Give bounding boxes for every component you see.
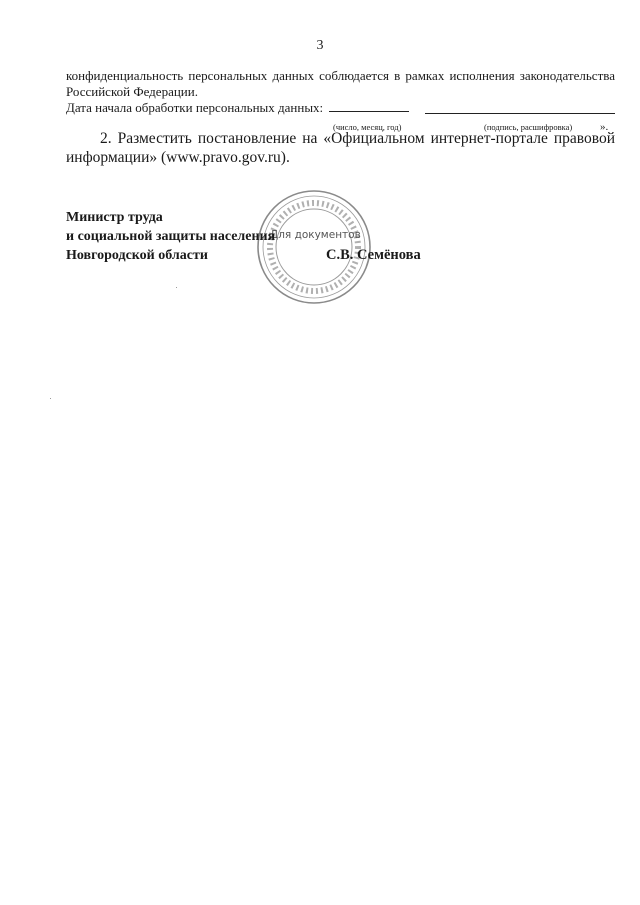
signatory-title-line2: и социальной защиты населения [66, 229, 276, 244]
paragraph2 [66, 129, 615, 167]
page-number: 3 [316, 38, 324, 53]
scan-speck [50, 398, 51, 399]
processing-start-date-label: Дата начала обработки персональных данных: [66, 100, 324, 115]
date-blank-line [329, 100, 409, 112]
paragraph2-line1: 2. Разместить постановление на «Официальном интернет-портале правовой [100, 130, 615, 147]
signature-block [66, 208, 275, 265]
signature-caption: (подпись, расшифровка) [484, 122, 573, 132]
paragraph1-line1: конфиденциальность персональных данных соблюдается в рамках исполнения законодательства [66, 68, 615, 83]
signatory-title-line1: Министр труда [66, 210, 163, 225]
signer-name: С.В. Семёнова [326, 247, 421, 263]
closing-quote: ». [600, 121, 609, 133]
paragraph2-line2: информации» (www.pravo.gov.ru). [66, 149, 290, 166]
signatory-title-line3: Новгородской области [66, 248, 208, 263]
scan-speck [176, 287, 177, 288]
signature-blank-line [425, 113, 615, 114]
paragraph1-line2: Российской Федерации. [66, 84, 198, 99]
date-caption: (число, месяц, год) [333, 122, 402, 132]
stamp-text: Для документов [270, 229, 361, 241]
